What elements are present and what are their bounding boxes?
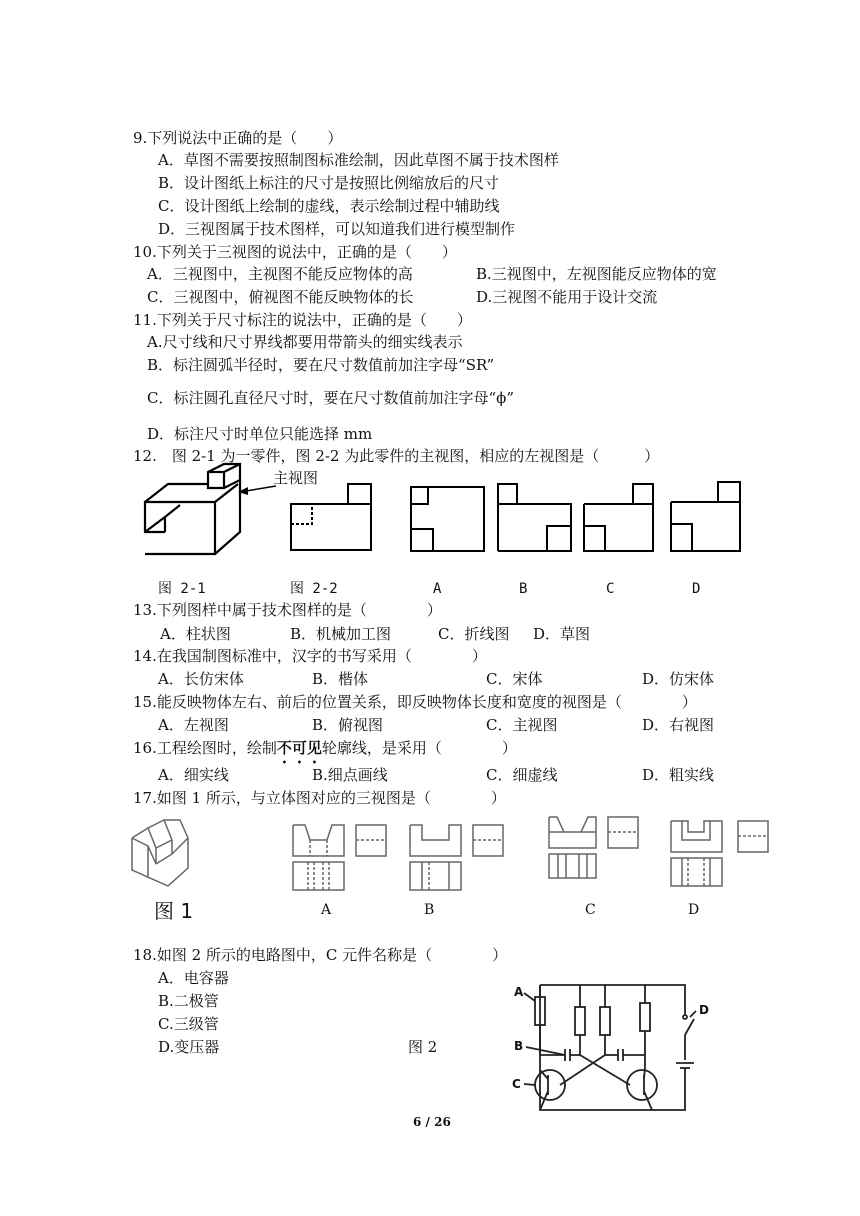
- q18-option-b: B.二极管: [158, 992, 219, 1010]
- q13-option-a: A．柱状图: [160, 625, 231, 643]
- q13-option-d: D．草图: [533, 625, 591, 643]
- q9-option-d: D．三视图属于技术图样，可以知道我们进行模型制作: [158, 220, 516, 238]
- q9-option-a: A．草图不需要按照制图标准绘制，因此草图不属于技术图样: [158, 151, 559, 169]
- q12-option-d-view: [668, 480, 748, 554]
- caption-option-b: B: [519, 581, 528, 597]
- caption-fig-2-2: 图 2-2: [290, 581, 338, 597]
- q13-option-b: B．机械加工图: [290, 625, 392, 643]
- q17-stem: 17.如图 1 所示，与立体图对应的三视图是（ ）: [133, 789, 506, 807]
- q16-option-d: D．粗实线: [642, 766, 715, 784]
- q10-option-d: D.三视图不能用于设计交流: [476, 288, 658, 306]
- q16-stem-emphasis: 不可见: [276, 739, 322, 757]
- q17-caption-b: B: [424, 902, 435, 918]
- q15-option-c: C．主视图: [486, 716, 558, 734]
- q18-option-a: A．电容器: [158, 969, 229, 987]
- main-view-label: 主视图: [273, 469, 319, 487]
- q15-option-d: D．右视图: [642, 716, 715, 734]
- fig-1-label: 图 1: [154, 899, 194, 923]
- q14-option-a: A．长仿宋体: [158, 670, 244, 688]
- q12-option-c-view: [581, 482, 661, 554]
- caption-option-d: D: [692, 581, 701, 597]
- q11-option-d: D．标注尺寸时单位只能选择 mm: [147, 425, 373, 443]
- q9-option-c: C．设计图纸上绘制的虚线，表示绘制过程中辅助线: [158, 197, 500, 215]
- q10-stem: 10.下列关于三视图的说法中，正确的是（ ）: [133, 243, 457, 261]
- q18-stem: 18.如图 2 所示的电路图中，C 元件名称是（ ）: [133, 946, 508, 964]
- q12-stem: 12. 图 2-1 为一零件，图 2-2 为此零件的主视图，相应的左视图是（ ）: [133, 447, 660, 465]
- q13-option-c: C．折线图: [438, 625, 510, 643]
- q11-option-b: B．标注圆弧半径时，要在尺寸数值前加注字母“SR”: [147, 356, 495, 374]
- q14-stem: 14.在我国制图标准中，汉字的书写采用（ ）: [133, 647, 487, 665]
- q11-option-c: C．标注圆孔直径尺寸时，要在尺寸数值前加注字母“ϕ”: [147, 389, 515, 407]
- q10-option-b: B.三视图中，左视图能反应物体的宽: [476, 265, 717, 283]
- q10-option-c: C．三视图中，俯视图不能反映物体的长: [147, 288, 414, 306]
- q11-option-a: A.尺寸线和尺寸界线都要用带箭头的细实线表示: [147, 333, 463, 351]
- q11-stem: 11.下列关于尺寸标注的说法中，正确的是（ ）: [133, 311, 472, 329]
- q17-option-b-views: [407, 822, 517, 894]
- q14-option-b: B．楷体: [312, 670, 369, 688]
- q17-option-a-views: [290, 822, 400, 894]
- circuit-label-a: A: [514, 985, 524, 999]
- q17-caption-d: D: [688, 902, 700, 918]
- q16-option-b: B.细点画线: [312, 766, 388, 784]
- q16-stem-post: 轮廓线，是采用（ ）: [321, 739, 517, 757]
- page-number: 6 / 26: [413, 1115, 451, 1129]
- circuit-label-c: C: [512, 1077, 521, 1091]
- q12-option-a-view: [408, 484, 488, 554]
- caption-option-c: C: [606, 581, 615, 597]
- q15-option-b: B．俯视图: [312, 716, 384, 734]
- q13-stem: 13.下列图样中属于技术图样的是（ ）: [133, 601, 442, 619]
- q17-caption-c: C: [585, 902, 596, 918]
- circuit-label-d: D: [699, 1003, 709, 1017]
- q17-caption-a: A: [321, 902, 332, 918]
- q15-stem: 15.能反映物体左右、前后的位置关系，即反映物体长度和宽度的视图是（ ）: [133, 693, 697, 711]
- q14-option-c: C．宋体: [486, 670, 543, 688]
- fig-2-label: 图 2: [408, 1038, 438, 1056]
- fig-2-2-main-view: [288, 482, 378, 552]
- circuit-diagram: [510, 975, 695, 1115]
- fig-1-v-block: [128, 818, 218, 890]
- q14-option-d: D．仿宋体: [642, 670, 715, 688]
- q15-option-a: A．左视图: [158, 716, 229, 734]
- caption-option-a: A: [433, 581, 442, 597]
- q16-option-c: C．细虚线: [486, 766, 558, 784]
- q12-option-b-view: [495, 482, 575, 554]
- q10-option-a: A．三视图中，主视图不能反应物体的高: [147, 265, 413, 283]
- q9-option-b: B．设计图纸上标注的尺寸是按照比例缩放后的尺寸: [158, 174, 500, 192]
- caption-fig-2-1: 图 2-1: [158, 581, 206, 597]
- q16-option-a: A．细实线: [158, 766, 229, 784]
- q9-stem: 9.下列说法中正确的是（ ）: [133, 129, 343, 147]
- q18-option-c: C.三级管: [158, 1015, 219, 1033]
- q18-option-d: D.变压器: [158, 1038, 220, 1056]
- q16-stem: [133, 738, 517, 767]
- q17-option-c-views: [546, 814, 656, 884]
- circuit-label-b: B: [514, 1039, 524, 1053]
- q16-stem-pre: 16.工程绘图时，绘制: [133, 739, 277, 757]
- q17-option-d-views: [668, 818, 778, 890]
